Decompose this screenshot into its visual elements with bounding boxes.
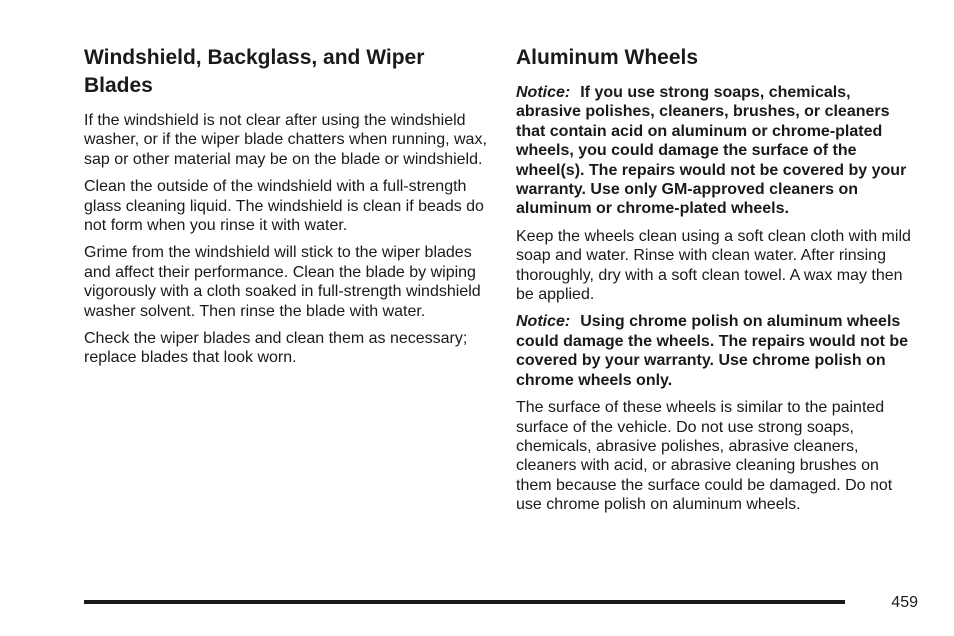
notice-label: Notice: — [516, 313, 571, 331]
paragraph-wheels-cleaning: Keep the wheels clean using a soft clean cloth with mild soap and water. Rinse with clean water. After rinsing thoroughly, dry with a soft clean towel. A wax may then be applied. — [516, 227, 911, 304]
paragraph-windshield-4: Check the wiper blades and clean them as necessary; replace blades that look worn. — [84, 330, 468, 367]
right-column — [516, 44, 916, 523]
paragraph-windshield-1: If the windshield is not clear after using the windshield washer, or if the wiper blade chatters when running, wax, sap or other material may be on the blade or windshield. — [84, 112, 487, 168]
section-heading-windshield: Windshield, Backglass, and Wiper Blades — [84, 46, 425, 97]
notice-label: Notice: — [516, 84, 571, 101]
section-heading-aluminum-wheels: Aluminum Wheels — [516, 46, 699, 69]
notice-chrome-polish — [516, 312, 916, 390]
paragraph-windshield-2: Clean the outside of the windshield with a full-strength glass cleaning liquid. The windshield is clean if beads do not form when you rinse it with water. — [84, 178, 484, 235]
footer-rule — [84, 600, 845, 604]
paragraph-wheels-surface: The surface of these wheels is similar to the painted surface of the vehicle. Do not use strong soaps, chemicals, abrasive polishes, abrasive cleaners, cleaners with acid, or abrasive cleaning brushes on them because the surface could be damaged. Do not use chrome polish on aluminum wheels. — [516, 399, 893, 514]
page-number: 459 — [891, 594, 918, 611]
notice-text: If you use strong soaps, chemicals, abrasive polishes, cleaners, brushes, or cleaners that contain acid on aluminum or chrome-plated wheels, you could damage the surface of the wheel(s). The repairs would not be covered by your warranty. Use only GM-approved cleaners on aluminum or chrome-plated wheels. — [516, 84, 907, 218]
paragraph-windshield-3: Grime from the windshield will stick to the wiper blades and affect their performance. Clean the blade by wiping vigorously with a cloth soaked in full-strength windshield washer solvent. Then rinse the blade with water. — [84, 244, 481, 320]
notice-text: Using chrome polish on aluminum wheels could damage the wheels. The repairs would not be covered by your warranty. Use chrome polish on chrome wheels only. — [516, 313, 909, 389]
left-column — [84, 44, 488, 376]
notice-strong-cleaners — [516, 83, 916, 219]
